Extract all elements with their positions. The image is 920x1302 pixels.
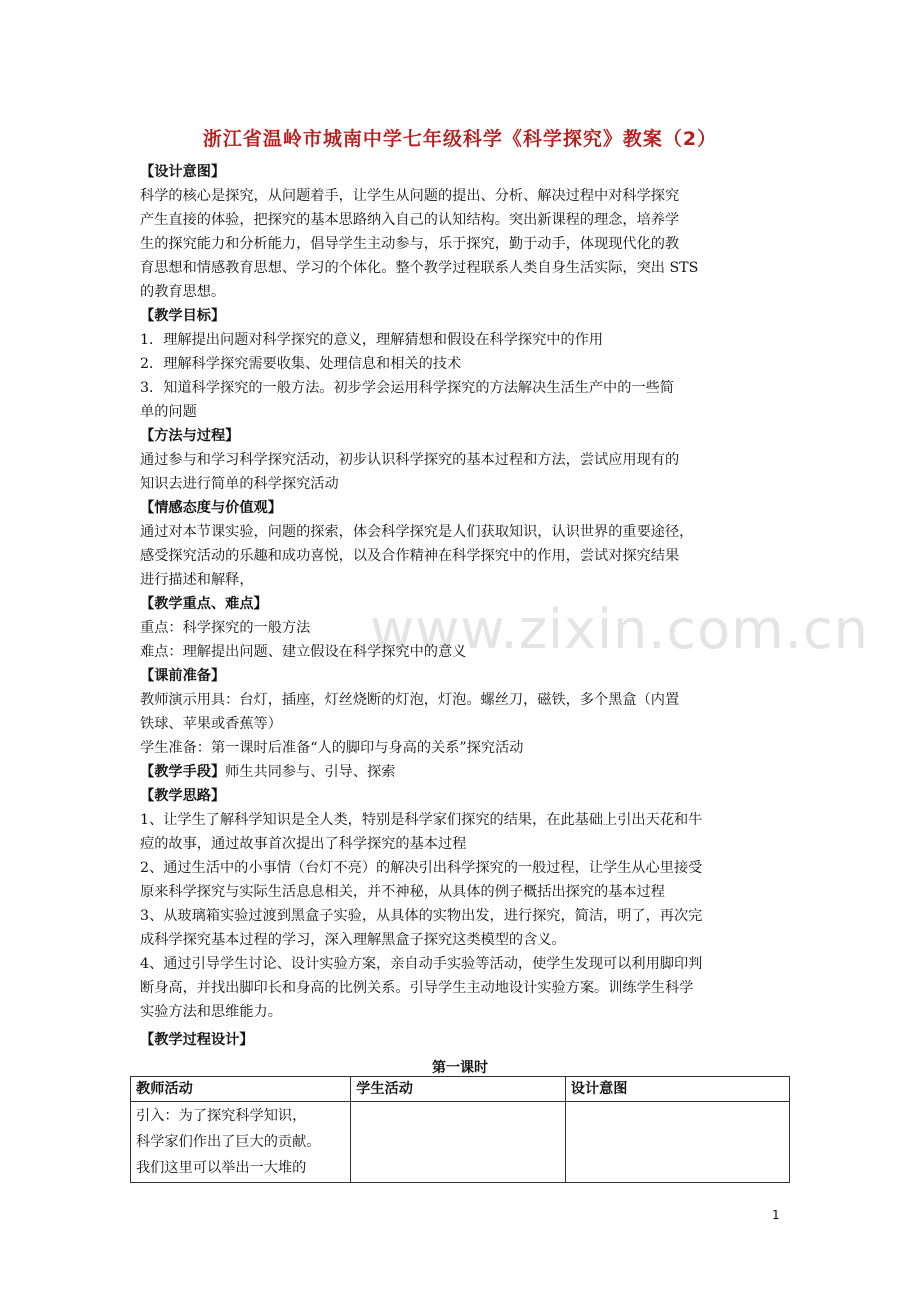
section-heading-key-points: 【教学重点、难点】 — [140, 596, 268, 612]
table-header-student: 学生活动 — [351, 1077, 566, 1102]
paragraph-line: 进行描述和解释， — [140, 572, 254, 588]
paragraph-line: 原来科学探究与实际生活息息相关，并不神秘，从具体的例子概括出探究的基本过程 — [140, 884, 665, 900]
cell-line: 我们这里可以举出一大堆的 — [136, 1160, 307, 1176]
lesson-table — [130, 1076, 790, 1183]
paragraph-line: 生的探究能力和分析能力，倡导学生主动参与，乐于探究，勤于动手，体现现代化的教 — [140, 236, 680, 252]
paragraph-line: 知识去进行简单的科学探究活动 — [140, 476, 339, 492]
paragraph-line: 通过参与和学习科学探究活动，初步认识科学探究的基本过程和方法，尝试应用现有的 — [140, 452, 680, 468]
section-heading-methods: 【方法与过程】 — [140, 428, 240, 444]
paragraph-line: 4、通过引导学生讨论、设计实验方案，亲自动手实验等活动，使学生发现可以利用脚印判 — [140, 956, 703, 972]
paragraph-line: 的教育思想。 — [140, 284, 226, 300]
paragraph-line: 1、让学生了解科学知识是全人类，特别是科学家们探究的结果，在此基础上引出天花和牛 — [140, 812, 703, 828]
section-heading-preparation: 【课前准备】 — [140, 668, 226, 684]
table-header-teacher: 教师活动 — [131, 1077, 351, 1102]
table-header-intent: 设计意图 — [565, 1077, 789, 1102]
page-number: 1 — [772, 1208, 780, 1222]
paragraph-line: 2．理解科学探究需要收集、处理信息和相关的技术 — [140, 356, 462, 372]
paragraph-line: 2、通过生活中的小事情（台灯不亮）的解决引出科学探究的一般过程，让学生从心里接受 — [140, 860, 703, 876]
paragraph-line: 1．理解提出问题对科学探究的意义，理解猜想和假设在科学探究中的作用 — [140, 332, 604, 348]
document-body — [140, 160, 790, 1052]
paragraph-line: 实验方法和思维能力。 — [140, 1004, 282, 1020]
section-heading-design-intent: 【设计意图】 — [140, 164, 226, 180]
paragraph-line: 铁球、苹果或香蕉等） — [140, 716, 282, 732]
table-cell-student — [351, 1102, 566, 1183]
cell-line: 科学家们作出了巨大的贡献。 — [136, 1134, 321, 1150]
paragraph-line: 通过对本节课实验，问题的探索，体会科学探究是人们获取知识，认识世界的重要途径， — [140, 524, 694, 540]
section-heading-goals: 【教学目标】 — [140, 308, 226, 324]
paragraph-line: 痘的故事，通过故事首次提出了科学探究的基本过程 — [140, 836, 467, 852]
page-title: 浙江省温岭市城南中学七年级科学《科学探究》教案（2） — [202, 128, 718, 150]
section-heading-process: 【教学过程设计】 — [140, 1032, 254, 1048]
means-line — [140, 760, 790, 784]
paragraph-line: 学生准备：第一课时后准备“人的脚印与身高的关系”探究活动 — [140, 740, 524, 756]
paragraph-line: 断身高，并找出脚印长和身高的比例关系。引导学生主动地设计实验方案。训练学生科学 — [140, 980, 694, 996]
paragraph-line: 3．知道科学探究的一般方法。初步学会运用科学探究的方法解决生活生产中的一些简 — [140, 380, 674, 396]
means-text: 师生共同参与、引导、探索 — [225, 764, 396, 780]
section-heading-approach: 【教学思路】 — [140, 788, 226, 804]
paragraph-line: 产生直接的体验，把探究的基本思路纳入自己的认知结构。突出新课程的理念，培养学 — [140, 212, 680, 228]
table-cell-teacher — [131, 1102, 351, 1183]
watermark: www.zixin.com.cn — [370, 598, 869, 661]
table-cell-intent — [565, 1102, 789, 1183]
paragraph-line: 难点：理解提出问题、建立假设在科学探究中的意义 — [140, 644, 467, 660]
paragraph-line: 感受探究活动的乐趣和成功喜悦，以及合作精神在科学探究中的作用，尝试对探究结果 — [140, 548, 680, 564]
paragraph-line: 育思想和情感教育思想、学习的个体化。整个教学过程联系人类自身生活实际，突出 STS — [140, 260, 699, 276]
cell-line: 引入：为了探究科学知识， — [136, 1108, 307, 1124]
lesson-title: 第一课时 — [432, 1060, 488, 1076]
paragraph-line: 科学的核心是探究，从问题着手，让学生从问题的提出、分析、解决过程中对科学探究 — [140, 188, 680, 204]
paragraph-line: 单的问题 — [140, 404, 197, 420]
section-heading-attitude: 【情感态度与价值观】 — [140, 500, 282, 516]
paragraph-line: 3、从玻璃箱实验过渡到黑盒子实验，从具体的实物出发，进行探究，简洁，明了，再次完 — [140, 908, 703, 924]
table-header-row — [131, 1077, 790, 1102]
table-row — [131, 1102, 790, 1183]
section-heading-means: 【教学手段】 — [140, 764, 226, 780]
paragraph-line: 教师演示用具：台灯，插座，灯丝烧断的灯泡，灯泡。螺丝刀，磁铁，多个黑盒（内置 — [140, 692, 680, 708]
paragraph-line: 成科学探究基本过程的学习，深入理解黑盒子探究这类模型的含义。 — [140, 932, 566, 948]
paragraph-line: 重点：科学探究的一般方法 — [140, 620, 311, 636]
